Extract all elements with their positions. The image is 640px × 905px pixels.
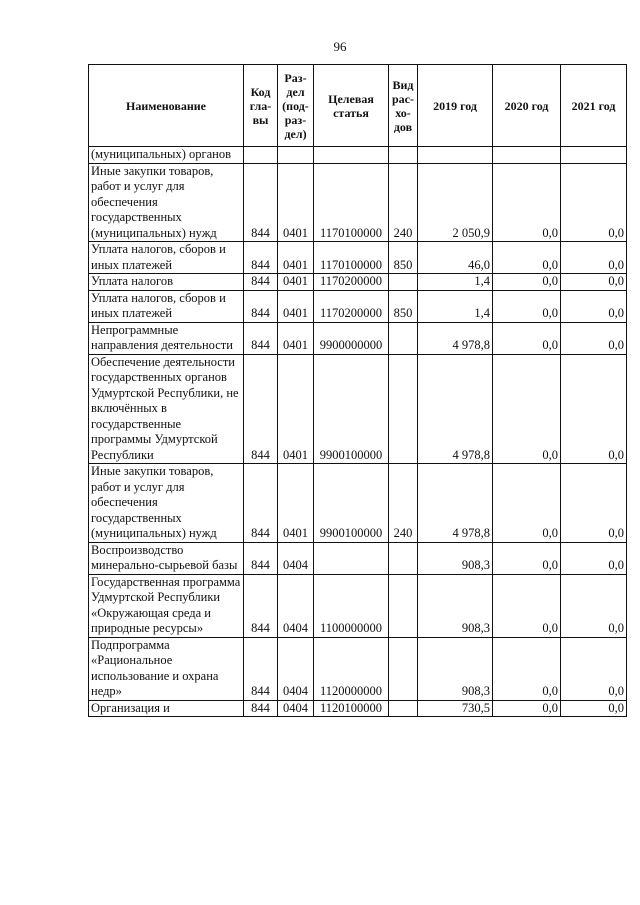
- cell-name: Иные закупки товаров, работ и услуг для обеспечения государственных (муниципальных) нужд: [89, 163, 244, 242]
- cell-expense-type: 240: [389, 464, 418, 543]
- cell-2019: 46,0: [418, 242, 493, 274]
- cell-target-article: 1170100000: [314, 242, 389, 274]
- cell-2020: 0,0: [493, 290, 561, 322]
- cell-name: Иные закупки товаров, работ и услуг для обеспечения государственных (муниципальных) нужд: [89, 464, 244, 543]
- cell-2020: 0,0: [493, 354, 561, 464]
- cell-chapter-code: 844: [244, 242, 278, 274]
- cell-name: (муниципальных) органов: [89, 147, 244, 164]
- header-chapter-code: Код гла-вы: [244, 65, 278, 147]
- cell-name: Уплата налогов, сборов и иных платежей: [89, 242, 244, 274]
- cell-2021: 0,0: [561, 464, 627, 543]
- cell-expense-type: 850: [389, 290, 418, 322]
- cell-2019: [418, 147, 493, 164]
- cell-2019: 4 978,8: [418, 354, 493, 464]
- cell-section: 0401: [278, 242, 314, 274]
- cell-2021: 0,0: [561, 700, 627, 717]
- table-row: [89, 290, 627, 322]
- cell-chapter-code: 844: [244, 163, 278, 242]
- cell-section: 0401: [278, 290, 314, 322]
- cell-name: Непрограммные направления деятельности: [89, 322, 244, 354]
- cell-target-article: 1120100000: [314, 700, 389, 717]
- cell-section: 0401: [278, 322, 314, 354]
- page-number: 96: [333, 39, 347, 54]
- cell-name: Организация и: [89, 700, 244, 717]
- cell-2019: 4 978,8: [418, 322, 493, 354]
- cell-2020: 0,0: [493, 242, 561, 274]
- cell-expense-type: 850: [389, 242, 418, 274]
- cell-2019: 1,4: [418, 290, 493, 322]
- cell-chapter-code: 844: [244, 464, 278, 543]
- table-row: [89, 274, 627, 291]
- header-target-article: Целевая статья: [314, 65, 389, 147]
- cell-2020: 0,0: [493, 574, 561, 637]
- cell-section: 0401: [278, 464, 314, 543]
- cell-expense-type: [389, 542, 418, 574]
- cell-2019: 908,3: [418, 542, 493, 574]
- header-expense-type: Вид рас-хо-дов: [389, 65, 418, 147]
- table-row: [89, 322, 627, 354]
- cell-name: Воспроизводство минерально-сырьевой базы: [89, 542, 244, 574]
- cell-chapter-code: 844: [244, 574, 278, 637]
- budget-table: [88, 64, 627, 717]
- table-row: [89, 354, 627, 464]
- cell-target-article: 1170200000: [314, 274, 389, 291]
- header-section: Раз-дел (под-раз-дел): [278, 65, 314, 147]
- cell-expense-type: [389, 574, 418, 637]
- cell-2019: 2 050,9: [418, 163, 493, 242]
- cell-2021: [561, 147, 627, 164]
- cell-2019: 730,5: [418, 700, 493, 717]
- cell-chapter-code: 844: [244, 322, 278, 354]
- cell-2020: 0,0: [493, 637, 561, 700]
- table-row: [89, 147, 627, 164]
- cell-section: [278, 147, 314, 164]
- cell-name: Государственная программа Удмуртской Республики «Окружающая среда и природные ресурсы»: [89, 574, 244, 637]
- table-row: [89, 464, 627, 543]
- table-row: [89, 700, 627, 717]
- cell-chapter-code: 844: [244, 354, 278, 464]
- header-2020: 2020 год: [493, 65, 561, 147]
- cell-expense-type: [389, 354, 418, 464]
- cell-section: 0404: [278, 542, 314, 574]
- cell-name: Обеспечение деятельности государственных органов Удмуртской Республики, не включённых в государственные программы Удмуртской Республики: [89, 354, 244, 464]
- cell-target-article: [314, 542, 389, 574]
- table-row: [89, 163, 627, 242]
- cell-name: Подпрограмма «Рациональное использование и охрана недр»: [89, 637, 244, 700]
- cell-expense-type: [389, 274, 418, 291]
- cell-target-article: 9900100000: [314, 464, 389, 543]
- cell-chapter-code: 844: [244, 700, 278, 717]
- cell-chapter-code: [244, 147, 278, 164]
- cell-2021: 0,0: [561, 290, 627, 322]
- cell-2021: 0,0: [561, 274, 627, 291]
- cell-2019: 908,3: [418, 574, 493, 637]
- table-row: [89, 242, 627, 274]
- cell-2020: 0,0: [493, 700, 561, 717]
- cell-2021: 0,0: [561, 322, 627, 354]
- table-row: [89, 574, 627, 637]
- cell-name: Уплата налогов, сборов и иных платежей: [89, 290, 244, 322]
- cell-2021: 0,0: [561, 574, 627, 637]
- cell-chapter-code: 844: [244, 637, 278, 700]
- cell-section: 0401: [278, 163, 314, 242]
- cell-chapter-code: 844: [244, 290, 278, 322]
- header-row: [89, 65, 627, 147]
- cell-expense-type: [389, 637, 418, 700]
- cell-section: 0404: [278, 574, 314, 637]
- cell-2021: 0,0: [561, 542, 627, 574]
- cell-target-article: 1170200000: [314, 290, 389, 322]
- cell-expense-type: [389, 700, 418, 717]
- cell-target-article: 1100000000: [314, 574, 389, 637]
- cell-2021: 0,0: [561, 637, 627, 700]
- cell-target-article: 1120000000: [314, 637, 389, 700]
- cell-2020: 0,0: [493, 464, 561, 543]
- cell-2019: 908,3: [418, 637, 493, 700]
- cell-2020: 0,0: [493, 322, 561, 354]
- header-2019: 2019 год: [418, 65, 493, 147]
- cell-section: 0404: [278, 700, 314, 717]
- cell-chapter-code: 844: [244, 274, 278, 291]
- cell-2021: 0,0: [561, 242, 627, 274]
- cell-expense-type: [389, 147, 418, 164]
- cell-expense-type: 240: [389, 163, 418, 242]
- cell-2020: 0,0: [493, 542, 561, 574]
- cell-target-article: [314, 147, 389, 164]
- cell-name: Уплата налогов: [89, 274, 244, 291]
- cell-2021: 0,0: [561, 354, 627, 464]
- table-row: [89, 542, 627, 574]
- cell-2020: 0,0: [493, 163, 561, 242]
- header-name: Наименование: [89, 65, 244, 147]
- cell-target-article: 9900100000: [314, 354, 389, 464]
- cell-target-article: 9900000000: [314, 322, 389, 354]
- table-row: [89, 637, 627, 700]
- cell-2020: [493, 147, 561, 164]
- cell-section: 0404: [278, 637, 314, 700]
- cell-expense-type: [389, 322, 418, 354]
- cell-target-article: 1170100000: [314, 163, 389, 242]
- cell-2021: 0,0: [561, 163, 627, 242]
- cell-chapter-code: 844: [244, 542, 278, 574]
- cell-section: 0401: [278, 354, 314, 464]
- cell-2019: 4 978,8: [418, 464, 493, 543]
- cell-section: 0401: [278, 274, 314, 291]
- cell-2020: 0,0: [493, 274, 561, 291]
- header-2021: 2021 год: [561, 65, 627, 147]
- cell-2019: 1,4: [418, 274, 493, 291]
